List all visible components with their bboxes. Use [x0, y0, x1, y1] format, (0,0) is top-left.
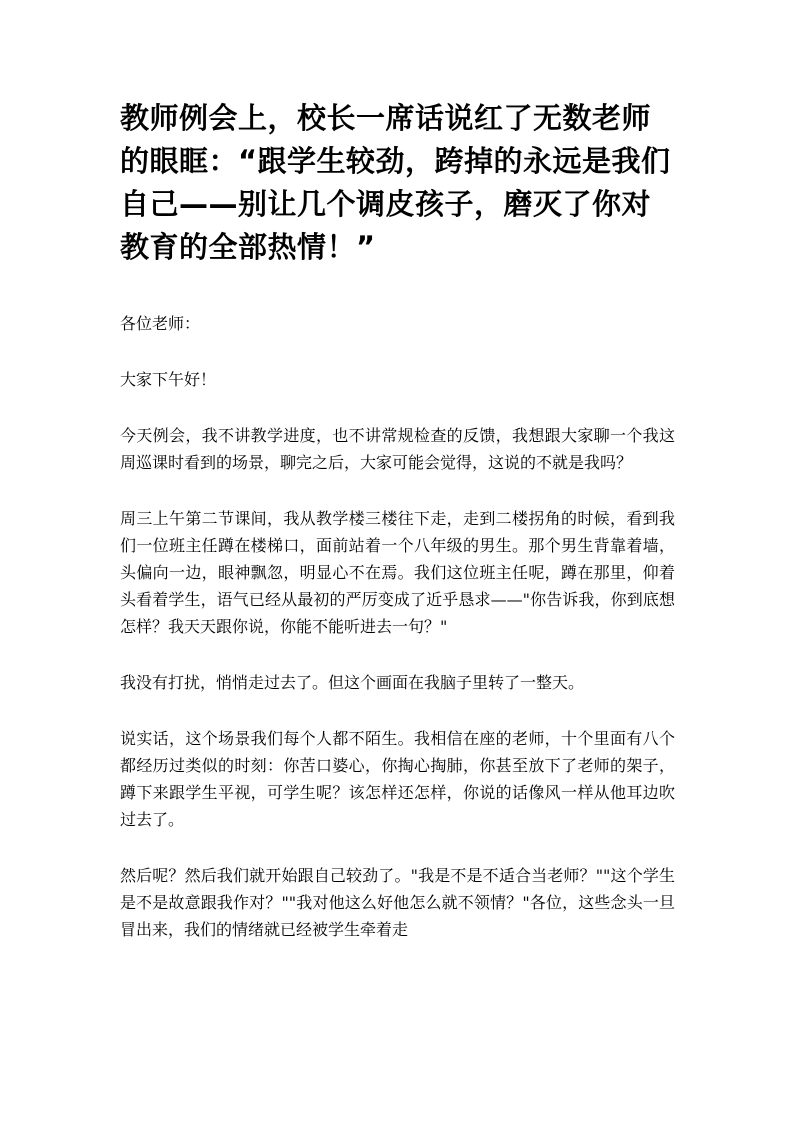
- paragraph-reflection: 我没有打扰，悄悄走过去了。但这个画面在我脑子里转了一整天。: [120, 673, 585, 692]
- article-body: [120, 310, 675, 943]
- paragraph-scene: 周三上午第二节课间，我从教学楼三楼往下走，走到二楼拐角的时候，看到我们一位班主任蹲在楼梯口，面前站着一个八年级的男生。那个男生背靠着墙，头偏向一边，眼神飘忽，明显心不在焉。我们这位班主任呢，蹲在那里，仰着头看着学生，语气已经从最初的严厉变成了近乎恳求——"你告诉我，你到底想怎样？我天天跟你说，你能不能听进去一句？": [120, 509, 675, 636]
- paragraph-common-experience: 说实话，这个场景我们每个人都不陌生。我相信在座的老师，十个里面有八个都经历过类似的时刻：你苦口婆心，你掏心掏肺，你甚至放下了老师的架子，蹲下来跟学生平视，可学生呢？该怎样还怎样，你说的话像风一样从他耳边吹过去了。: [120, 729, 675, 829]
- paragraph-intro: 今天例会，我不讲教学进度，也不讲常规检查的反馈，我想跟大家聊一个我这周巡课时看到的场景，聊完之后，大家可能会觉得，这说的不就是我吗？: [120, 426, 675, 472]
- paragraph-self-doubt: 然后呢？然后我们就开始跟自己较劲了。"我是不是不适合当老师？""这个学生是不是故意跟我作对？""我对他这么好他怎么就不领情？"各位，这些念头一旦冒出来，我们的情绪就已经被学生牵着走: [120, 866, 675, 939]
- paragraph-greeting: 大家下午好！: [120, 370, 217, 389]
- paragraph-salutation: 各位老师：: [120, 314, 201, 333]
- document-page: [120, 0, 675, 939]
- article-title: 教师例会上，校长一席话说红了无数老师的眼眶：“跟学生较劲，跨掉的永远是我们自己——别让几个调皮孩子，磨灭了你对教育的全部热情！”: [120, 101, 671, 264]
